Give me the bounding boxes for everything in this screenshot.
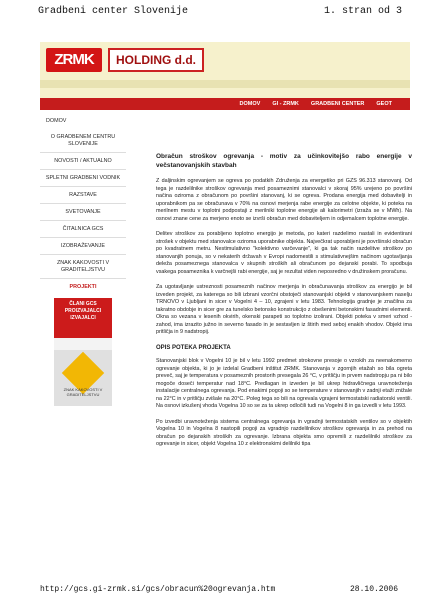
sidebar-item-spletni-vodnik[interactable]: SPLETNI GRADBENI VODNIK (40, 173, 126, 187)
promo-links (54, 298, 112, 338)
print-footer-url: http://gcs.gi-zrmk.si/gcs/obracun%20ogrevanja.htm (40, 585, 276, 594)
print-footer-date: 28.10.2006 (349, 585, 398, 594)
topnav-item-domov[interactable]: DOMOV (239, 101, 261, 107)
sidebar-item-domov[interactable]: DOMOV (46, 118, 67, 124)
banner-stripe (40, 80, 410, 88)
topnav-item-geot[interactable]: GEOT (376, 101, 392, 107)
promo-line-clani[interactable]: ČLANI GCS (69, 301, 97, 307)
article-paragraph: Z daljinskim ogrevanjem se ogreva po podatkih Združenja za energetiko pri GZS 96.313 stanovanj. Od tega je razdelilnike stroškov ogrevanja med posameznimi stanovalci v skoraj 95% urejeno po površini načina oziroma z obračunom po površini stanovanj, ki se ogreva. Prodana energija med dobavitelji in uporabnikom pa se obračunava v 70% na osnovi merjenja rabe energije za celotne objekte, ki poteka na merilnem mestu v toplotni podpostaji z merilniki toplotne energije ali kalorimetri (izraža se v MWh). Na osnovi znane cene za merjeno enoto se izvrši obračun med dobaviteljem in odjemalcem toplotne energije. (156, 178, 412, 222)
sidebar-item-novosti[interactable]: NOVOSTI / AKTUALNO (40, 156, 126, 170)
sidebar-item-o-gradbenem-centru[interactable]: O GRADBENEM CENTRU SLOVENIJE (40, 132, 126, 153)
quality-mark-label: ZNAK KAKOVOSTI V GRADITELJSTVU (63, 387, 103, 397)
top-navigation (40, 98, 410, 110)
print-header (38, 6, 402, 18)
section-heading: OPIS POTEKA PROJEKTA (156, 344, 231, 351)
sidebar-item-izobrazevanje[interactable]: IZOBRAŽEVANJE (40, 241, 126, 255)
topnav-item-gi-zrmk[interactable]: GI - ZRMK (272, 101, 299, 107)
site-banner (40, 42, 410, 98)
zrmk-logo[interactable]: ZRMK (46, 48, 102, 72)
print-header-page-info: 1. stran od 3 (323, 6, 402, 17)
members-promo-banner[interactable] (54, 298, 112, 406)
print-header-title: Gradbeni center Slovenije (38, 6, 189, 17)
sidebar-item-projekti[interactable]: PROJEKTI (69, 284, 97, 290)
article-content (156, 152, 412, 457)
article-paragraph: Stanovanjski blok v Vogelni 10 je bil v letu 1992 predmet strokovne presoje o vzrokih za neenakomerno ogrevanje objekta, ki jo je izdelal Gradbeni inštitut ZRMK. Stanovanja v zgornjih etažah so bila ogreta preveč, saj je temperatura v posameznih prostorih presegala 26 °C, v pritličju in prvem nadstropju pa ni bilo mogoče doseči temperatur nad 18°C. Predlagan in izveden je bil ukrep hidravličnega uravnoteženja instalacije centralnega ogrevanja. Pod enakimi pogoji so se temperature v stanovanjih v zadnji etaži znižale na 22°C in v pritličju zvišale na 20°C. Poleg tega so bili na ogrevala vgrajeni termostatski radiatorski ventili. Na osnovi izkušenj vhoda Vogelna 10 so se za ta ukrep odločili tudi na Vogelni 8 in ga izvedli v letu 1993. (156, 358, 412, 409)
sidebar-item-citalnica[interactable]: ČITALNICA GCS (40, 224, 126, 238)
article-paragraph: Delitev stroškov za porabljeno toplotno energijo je metoda, po kateri razdelimo nastali in evidentirani strošek v objektu med stanovalce oziroma uporabnike objekta. Največkrat uporabljeni je površinski obračun po kvadratnem metru. Nestimulativno "kolektivno varčevanje", ki ga tak način razdelitve stroškov po stanovanjih ponuja, so v nekaterih državah v Evropi nadomestili s stimulativnejšim načinom ugotavljanja deleža posameznega stanovalca v skupnih stroških ali obračunom po dejanski porabi. To spodbuja vsakega posameznika k varčnejši rabi energije, saj je rezultat viden neposredno v družinskem proračunu. (156, 231, 412, 275)
sidebar-item-znak-kakovosti[interactable]: ZNAK KAKOVOSTI V GRADITELJSTVU (40, 258, 126, 279)
sidebar-navigation (40, 116, 126, 406)
print-footer (40, 585, 398, 595)
holding-logo: HOLDING d.d. (108, 48, 204, 72)
promo-line-izvajalci[interactable]: IZVAJALCI (70, 315, 96, 321)
sidebar-item-svetovanje[interactable]: SVETOVANJE (40, 207, 126, 221)
topnav-item-gradbeni-center[interactable]: GRADBENI CENTER (310, 101, 365, 107)
article-title: Obračun stroškov ogrevanja - motiv za učinkovitejšo rabo energije v večstanovanjskih stavbah (156, 153, 412, 169)
article-paragraph: Po izvedbi uravnoteženja sistema centralnega ogrevanja in vgradnji termostatskih ventilov so v objektih Vogelna 10 in Vogelna 8 nastopili pogoji za vgradnjo razdelilnikov stroškov ogrevanja in za prehod na obračun po dejanskih stroških za ogrevanje. Izbrana objekta smo opremili z razdelilniki stroškov za ogrevanje in sicer, objekt Vogelna 10 z elektronskimi delilniki tipa (156, 418, 412, 447)
promo-separator (54, 338, 112, 350)
promo-line-proizvajalci[interactable]: PROIZVAJALCI (64, 308, 102, 314)
sidebar-item-razstave[interactable]: RAZSTAVE (40, 190, 126, 204)
article-paragraph: Za ugotavljanje ustreznosti posameznih načinov merjenja in obračunavanja stroškov za energijo je bil izveden projekt, za katerega so bili izbrani vzorčni obstoječi stanovanjski objekti v stanovanjskem naselju TRNOVO v Ljubljani in sicer v Vogelni 4 – 10, zgrajeni v letu 1983. Tehnologija gradnje je značilna za takratno obdobje in sicer gre za tunelsko betonsko konstrukcijo z obešenimi betonskimi fasadnimi elementi. Okna so vezana v lesenih okvirih, okenski parapeti so toplotno izolirani. Objekti poteka v smeri vzhod - zahod, ima izrazito južno in severno fasado in je sestavljen iz štirih med seboj enakih vhodov. Objekt ima pritličja in 9 nadstropij. (156, 284, 412, 335)
